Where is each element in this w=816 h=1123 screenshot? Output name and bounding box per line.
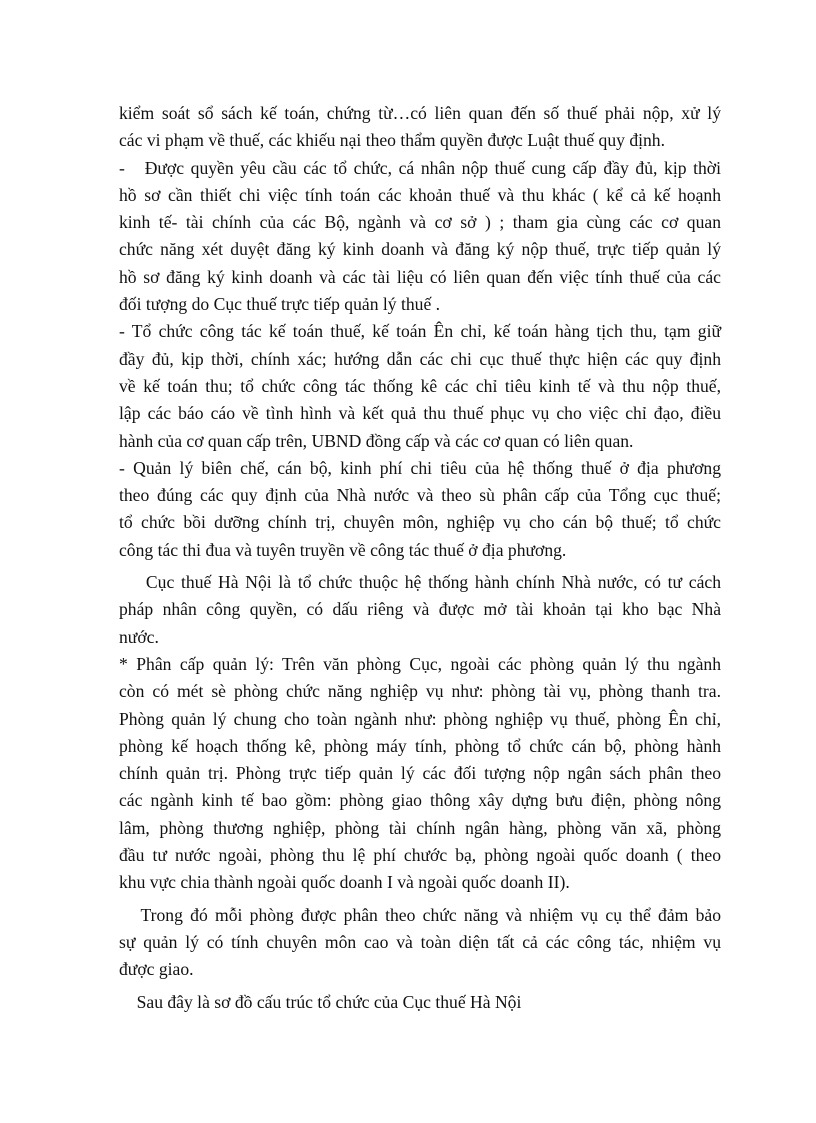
text-line: - Quản lý biên chế, cán bộ, kinh phí chi tiêu của hệ thống thuế ở địa phương (119, 457, 721, 478)
paragraph-department-functions (119, 902, 721, 984)
text-line: chính quản trị. Phòng trực tiếp quản lý các đối tượng nộp ngân sách phân theo (119, 763, 721, 784)
text-line: khu vực chia thành ngoài quốc doanh I và ngoài quốc doanh II). (119, 872, 570, 893)
text-line: tổ chức bồi dưỡng chính trị, chuyên môn, nghiệp vụ cho cán bộ thuế; tổ chức (119, 512, 721, 533)
text-line: các vi phạm về thuế, các khiếu nại theo thẩm quyền được Luật thuế quy định. (119, 130, 665, 151)
text-line: lâm, phòng thương nghiệp, phòng tài chính ngân hàng, phòng văn xã, phòng (119, 817, 721, 838)
text-line: hồ sơ đăng ký kinh doanh và các tài liệu có liên quan đến việc tính thuế của các (119, 266, 721, 287)
text-line: còn có mét sè phòng chức năng nghiệp vụ như: phòng tài vụ, phòng thanh tra. (119, 681, 721, 702)
text-line: sự quản lý có tính chuyên môn cao và toàn diện tất cả các công tác, nhiệm vụ (119, 931, 721, 952)
text-line: Sau đây là sơ đồ cấu trúc tổ chức của Cục thuế Hà Nội (119, 991, 522, 1012)
paragraph-legal-status (119, 569, 721, 651)
text-line: kinh tế- tài chính của các Bộ, ngành và cơ sở ) ; tham gia cùng các cơ quan (119, 212, 721, 233)
text-line: Cục thuế Hà Nội là tổ chức thuộc hệ thống hành chính Nhà nước, có tư cách (119, 572, 721, 593)
text-line: đầu tư nước ngoài, phòng thu lệ phí chước bạ, phòng ngoài quốc doanh ( theo (119, 845, 721, 866)
document-page (119, 100, 721, 1016)
text-line: công tác thi đua và tuyên truyền về công tác thuế ở địa phương. (119, 539, 567, 560)
text-line: được giao. (119, 959, 194, 980)
text-line: các ngành kinh tế bao gồm: phòng giao thông xây dựng bưu điện, phòng nông (119, 790, 721, 811)
bullet-paragraph-staff-management (119, 455, 721, 564)
text-line: nước. (119, 626, 159, 647)
text-line: hồ sơ cần thiết chi việc tính toán các khoản thuế và thu khác ( kể cả kế hoạnh (119, 184, 721, 205)
paragraph-continuation (119, 100, 721, 155)
text-line: pháp nhân công quyền, có dấu riêng và được mở tài khoản tại kho bạc Nhà (119, 599, 721, 620)
text-line: đầy đủ, kịp thời, chính xác; hướng dẫn các chi cục thuế thực hiện các quy định (119, 348, 721, 369)
text-line: - Được quyền yêu cầu các tổ chức, cá nhân nộp thuế cung cấp đầy đủ, kịp thời (119, 157, 721, 178)
text-line: Phòng quản lý chung cho toàn ngành như: phòng nghiệp vụ thuế, phòng Ên chỉ, (119, 708, 721, 729)
text-line: kiểm soát sổ sách kế toán, chứng từ…có liên quan đến số thuế phải nộp, xử lý (119, 103, 721, 123)
text-line: * Phân cấp quản lý: Trên văn phòng Cục, ngoài các phòng quản lý thu ngành (119, 653, 721, 674)
text-line: đối tượng do Cục thuế trực tiếp quản lý thuế . (119, 294, 441, 315)
text-line: theo đúng các quy định của Nhà nước và theo sù phân cấp của Tổng cục thuế; (119, 485, 721, 506)
paragraph-org-chart-intro (119, 989, 721, 1016)
paragraph-management-hierarchy (119, 651, 721, 897)
text-line: phòng kế hoạch thống kê, phòng máy tính, phòng tổ chức cán bộ, phòng hành (119, 735, 721, 756)
bullet-paragraph-tax-accounting (119, 318, 721, 454)
bullet-paragraph-request-rights (119, 155, 721, 319)
text-line: Trong đó mỗi phòng được phân theo chức năng và nhiệm vụ cụ thể đảm bảo (119, 904, 721, 925)
text-line: về kế toán thu; tổ chức công tác thống kê các chỉ tiêu kinh tế và thu nộp thuế, (119, 375, 721, 396)
text-line: lập các báo cáo về tình hình và kết quả thu thuế phục vụ cho việc chỉ đạo, điều (119, 403, 721, 424)
text-line: hành của cơ quan cấp trên, UBND đồng cấp và các cơ quan có liên quan. (119, 430, 634, 451)
text-line: - Tổ chức công tác kế toán thuế, kế toán Ên chỉ, kế toán hàng tịch thu, tạm giữ (119, 321, 721, 342)
text-line: chức năng xét duyệt đăng ký kinh doanh và đăng ký nộp thuế, trực tiếp quản lý (119, 239, 721, 260)
